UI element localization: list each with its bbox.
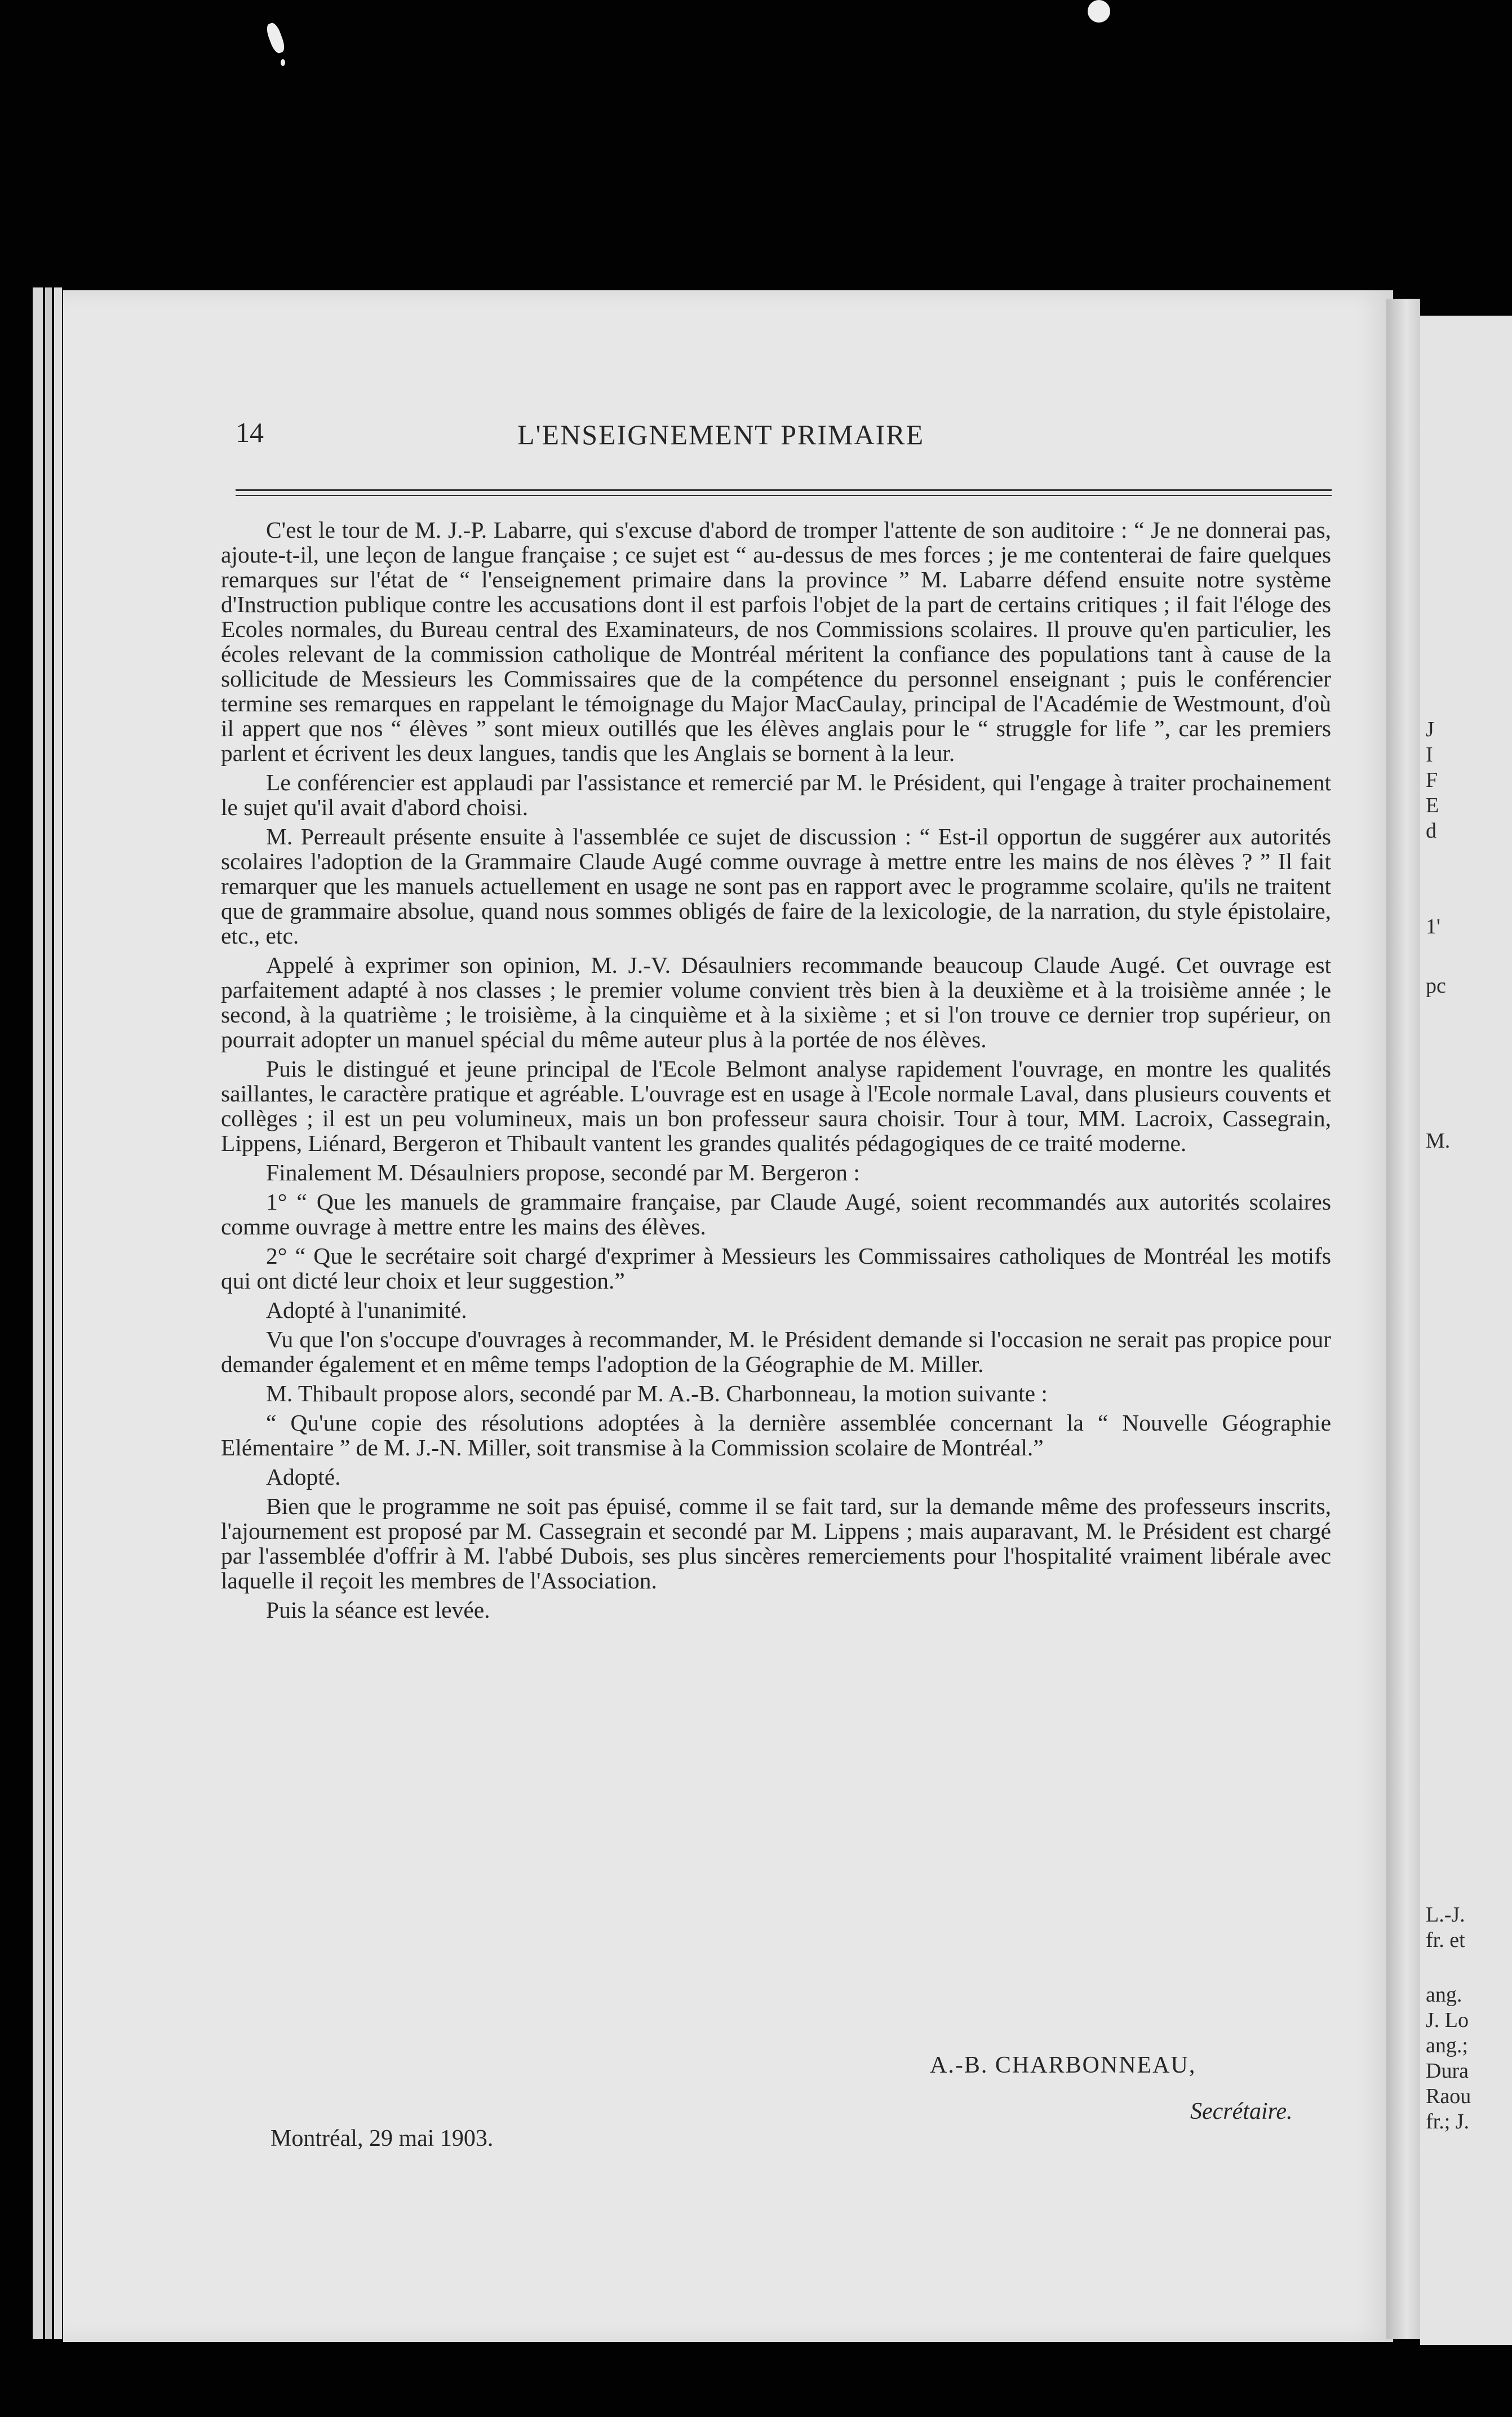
adjacent-text: pc	[1426, 974, 1446, 998]
signatory-role: Secrétaire.	[1190, 2099, 1293, 2124]
adjacent-text: L.-J.	[1426, 1903, 1465, 1927]
adjacent-text: d	[1426, 819, 1436, 843]
adjacent-text: 1'	[1426, 915, 1440, 939]
paragraph: 1° “ Que les manuels de grammaire française, par Claude Augé, soient recommandés aux autorités scolaires comme ouvrage à mettre entre les mains des élèves.	[221, 1189, 1331, 1240]
page-edge	[54, 287, 62, 2339]
adjacent-text: Dura	[1426, 2059, 1469, 2083]
adjacent-text: ang.	[1426, 1983, 1462, 2007]
place-date: Montréal, 29 mai 1903.	[271, 2126, 494, 2152]
gutter-shadow	[1386, 299, 1420, 2339]
paragraph: M. Thibault propose alors, secondé par M. A.-B. Charbonneau, la motion suivante :	[266, 1380, 1048, 1406]
adjacent-text: fr.; J.	[1426, 2110, 1470, 2133]
adjacent-text: ang.;	[1426, 2034, 1468, 2057]
adjacent-text: E	[1426, 794, 1439, 817]
article-body	[221, 517, 1331, 1627]
page-edge	[45, 287, 52, 2339]
page-number: 14	[236, 417, 264, 448]
paragraph: Bien que le programme ne soit pas épuisé, comme il se fait tard, sur la demande même des professeurs inscrits, l'ajournement est proposé par M. Cassegrain et secondé par M. Lippens ; mais auparavant, M. le Président est chargé par l'assemblée d'offrir à M. l'abbé Dubois, ses plus sincères remerciements pour l'hospitalité vraiment libérale avec laquelle il reçoit les membres de l'Association.	[221, 1493, 1331, 1593]
adjacent-text: J	[1426, 718, 1434, 741]
adjacent-text: Raou	[1426, 2084, 1471, 2108]
paragraph: Appelé à exprimer son opinion, M. J.-V. Désaulniers recommande beaucoup Claude Augé. Cet ouvrage est parfaitement adapté à nos classes ; le premier volume convient très bien à la deuxième et à la troisième année ; le second, à la quatrième ; le troisième, à la cinquième et à la sixième ; et si l'on trouve ce dernier trop supérieur, on pourrait adopter un manuel spécial du même auteur plus à la portée de nos élèves.	[221, 952, 1331, 1052]
adjacent-text: M.	[1426, 1129, 1451, 1153]
paragraph: 2° “ Que le secrétaire soit chargé d'exprimer à Messieurs les Commissaires catholiques de Montréal les motifs qui ont dicté leur choix et leur suggestion.”	[221, 1243, 1331, 1294]
paragraph: M. Perreault présente ensuite à l'assemblée ce sujet de discussion : “ Est-il opportun de suggérer aux autorités scolaires l'adoption de la Grammaire Claude Augé comme ouvrage à mettre entre les mains de nos élèves ? ” Il fait remarquer que les manuels actuellement en usage ne sont pas en rapport avec le programme scolaire, qu'ils ne traitent que de grammaire absolue, quand nous sommes obligés de faire de la lexicologie, de la narration, du style épistolaire, etc., etc.	[221, 824, 1331, 949]
paragraph: “ Qu'une copie des résolutions adoptées à la dernière assemblée concernant la “ Nouvelle Géographie Elémentaire ” de M. J.-N. Miller, soit transmise à la Commission scolaire de Montréal.”	[221, 1410, 1331, 1460]
dust-speck	[1088, 0, 1110, 23]
header-rule	[236, 495, 1332, 496]
paragraph: Finalement M. Désaulniers propose, secondé par M. Bergeron :	[266, 1159, 860, 1185]
paragraph: Adopté.	[266, 1464, 341, 1490]
running-title: L'ENSEIGNEMENT PRIMAIRE	[517, 419, 925, 450]
page-header	[236, 416, 1339, 450]
adjacent-page	[1420, 316, 1512, 2345]
paragraph: Vu que l'on s'occupe d'ouvrages à recommander, M. le Président demande si l'occasion ne serait pas propice pour demander également et en même temps l'adoption de la Géographie de M. Miller.	[221, 1326, 1331, 1377]
paragraph: Le conférencier est applaudi par l'assistance et remercié par M. le Président, qui l'engage à traiter prochainement le sujet qu'il avait d'abord choisi.	[221, 769, 1331, 820]
adjacent-text: I	[1426, 743, 1433, 767]
paragraph: Puis le distingué et jeune principal de l'Ecole Belmont analyse rapidement l'ouvrage, en montre les qualités saillantes, le caractère pratique et agréable. L'ouvrage est en usage à l'Ecole normale Laval, dans plusieurs couvents et collèges ; il est un peu volumineux, mais un bon professeur saura choisir. Tour à tour, MM. Lacroix, Cassegrain, Lippens, Liénard, Bergeron et Thibault vantent les grandes qualités pédagogiques de ce traité moderne.	[221, 1056, 1331, 1156]
adjacent-text: F	[1426, 768, 1438, 792]
dust-speck	[281, 59, 285, 66]
page-edge	[33, 287, 43, 2339]
signatory-name: A.-B. CHARBONNEAU,	[930, 2052, 1196, 2078]
adjacent-text: J. Lo	[1426, 2008, 1469, 2032]
adjacent-text: fr. et	[1426, 1928, 1465, 1952]
header-rule	[236, 489, 1332, 491]
paragraph: Puis la séance est levée.	[266, 1597, 490, 1623]
paragraph: C'est le tour de M. J.-P. Labarre, qui s'excuse d'abord de tromper l'attente de son auditoire : “ Je ne donnerai pas, ajoute-t-il, une leçon de langue française ; ce sujet est “ au-dessus de mes forces ; je me contenterai de faire quelques remarques sur l'état de “ l'enseignement primaire dans la province ” M. Labarre défend ensuite notre système d'Instruction publique contre les accusations dont il est parfois l'objet de la part de certains critiques ; il fait l'éloge des Ecoles normales, du Bureau central des Examinateurs, de nos Commissions scolaires. Il prouve qu'en particulier, les écoles relevant de la commission catholique de Montréal méritent la confiance des populations tant à cause de la sollicitude de Messieurs les Commissaires que de la compétence du personnel enseignant ; puis le conférencier termine ses remarques en rappelant le témoignage du Major MacCaulay, principal de l'Académie de Westmount, d'où il appert que nos “ élèves ” sont mieux outillés que les élèves anglais pour le “ struggle for life ”, car les premiers parlent et écrivent les deux langues, tandis que les Anglais se bornent à la leur.	[221, 517, 1331, 766]
paragraph: Adopté à l'unanimité.	[266, 1297, 467, 1323]
